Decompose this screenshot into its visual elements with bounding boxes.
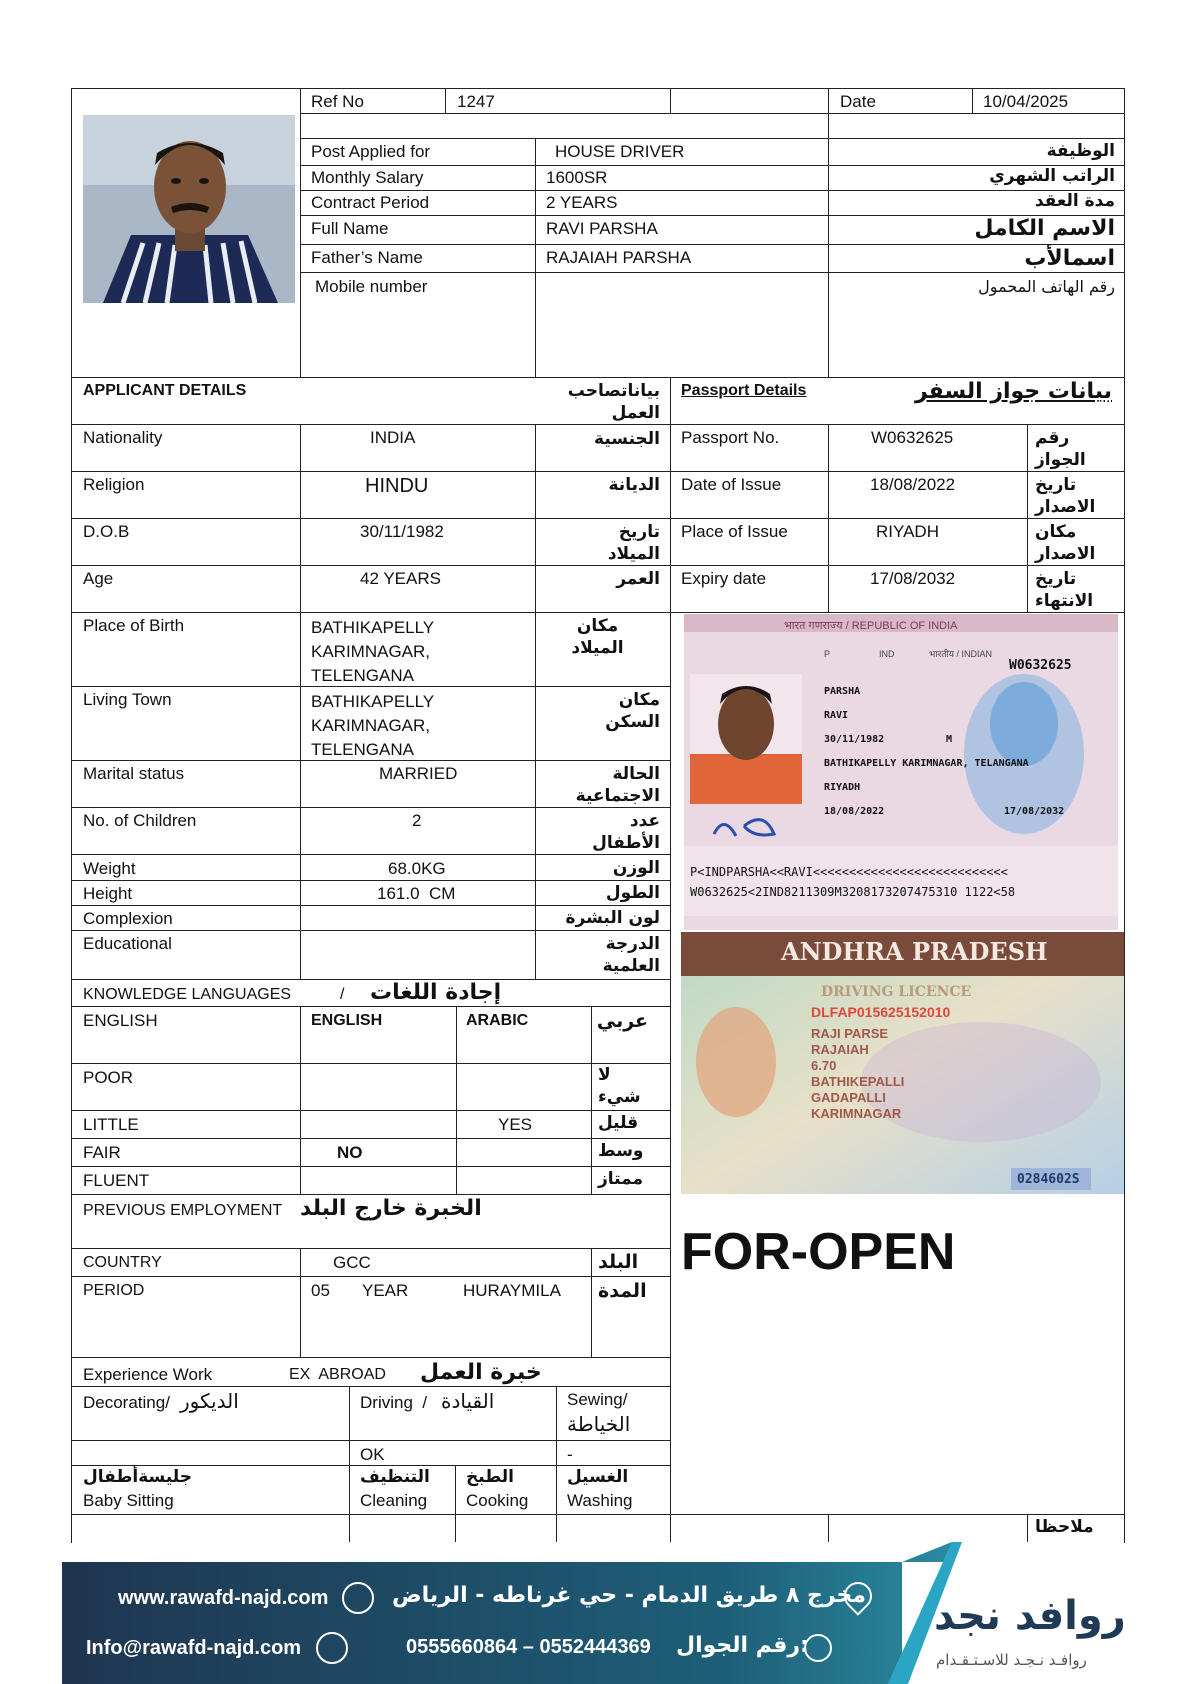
country-label: COUNTRY [83, 1254, 162, 1271]
birthplace-ar: مكان الميلاد [571, 616, 624, 658]
complexion-ar: لون البشرة [565, 908, 660, 928]
issue-place-value: RIYADH [876, 522, 939, 541]
birthplace-value: BATHIKAPELLY KARIMNAGAR, TELENGANA [311, 618, 434, 685]
passport-scan-type: P [824, 649, 831, 659]
employment-heading-ar: الخبرة خارج البلد [300, 1196, 482, 1221]
baby-sitting-label: Baby Sitting [83, 1491, 174, 1510]
license-l3: 6.70 [811, 1058, 837, 1073]
cooking-label: Cooking [466, 1491, 529, 1510]
license-title: ANDHRA PRADESH [781, 937, 1048, 966]
email-icon [316, 1632, 348, 1664]
job-label: Post Applied for [311, 142, 431, 161]
age-ar: العمر [616, 569, 660, 589]
children-label: No. of Children [83, 811, 197, 830]
issue-place-ar: مكان الاصدار [1035, 522, 1096, 564]
brand-logo: روافد نجد [934, 1593, 1126, 1639]
weight-label: Weight [83, 859, 136, 878]
ref-value: 1247 [457, 92, 495, 111]
license-l4: BATHIKEPALLI [811, 1074, 905, 1089]
period-place: HURAYMILA [463, 1281, 561, 1300]
footer-address: مخرج ٨ طريق الدمام - حي غرناطه - الرياض [392, 1583, 867, 1608]
expiry-label: Expiry date [681, 569, 767, 588]
issue-date-value: 18/08/2022 [870, 475, 956, 494]
lang-col-english: ENGLISH [311, 1012, 383, 1029]
cleaning-ar: التنظيف [360, 1467, 430, 1487]
cleaning-label: Cleaning [360, 1491, 428, 1510]
license-sub: DRIVING LICENCE [821, 984, 972, 1000]
father-value: RAJAIAH PARSHA [546, 248, 692, 267]
salary-value: 1600SR [546, 168, 608, 187]
children-ar: عدد الأطفال [592, 811, 660, 853]
expiry-value: 17/08/2032 [870, 569, 956, 588]
period-ar: المدة [598, 1280, 647, 1302]
father-label: Father’s Name [311, 248, 423, 267]
driving-ar: القيادة [441, 1391, 495, 1413]
license-name2: RAJAIAH [811, 1042, 869, 1057]
passport-scan-mrz2: W0632625<2IND8211309M3208173207475310 1122<58 [690, 885, 1016, 899]
education-ar: الدرجة العلمية [602, 934, 660, 976]
languages-heading-ar: إجادة اللغات [370, 980, 502, 1005]
experience-heading-mid: EX ABROAD [289, 1366, 386, 1383]
marital-value: MARRIED [379, 764, 458, 783]
contract-value: 2 YEARS [546, 193, 618, 212]
license-l5: GADAPALLI [811, 1090, 886, 1105]
period-num: 05 [311, 1281, 330, 1300]
company-footer [62, 1542, 1191, 1684]
passport-scan-surname: PARSHA [824, 686, 861, 697]
date-label: Date [840, 92, 876, 111]
passport-no-ar: رقم الجواز [1035, 428, 1086, 470]
passport-scan-sex: M [946, 734, 953, 745]
lang-fluent-label: FLUENT [83, 1171, 150, 1190]
mobile-label: Mobile number [315, 277, 428, 296]
weight-ar: الوزن [612, 858, 660, 878]
passport-scan-given: RAVI [824, 710, 849, 721]
passport-no-label: Passport No. [681, 428, 780, 447]
children-value: 2 [412, 811, 422, 830]
lang-little-arabic: YES [498, 1115, 533, 1134]
dob-value: 30/11/1982 [360, 522, 444, 541]
dob-ar: تاريخ الميلاد [607, 522, 660, 564]
experience-heading: Experience Work [83, 1365, 213, 1384]
marital-ar: الحالة الاجتماعية [575, 764, 660, 806]
country-ar: البلد [598, 1251, 639, 1273]
nationality-label: Nationality [83, 428, 163, 447]
washing-label: Washing [567, 1491, 633, 1510]
father-ar: اسمالأب [1024, 246, 1115, 271]
education-label: Educational [83, 934, 172, 953]
lang-fair-ar: وسط [598, 1141, 644, 1161]
salary-ar: الراتب الشهري [989, 166, 1115, 186]
passport-scan-place-issue: RIYADH [824, 782, 861, 793]
passport-no-value: W0632625 [871, 428, 954, 447]
age-value: 42 YEARS [360, 569, 441, 588]
passport-scan-mrz1: P<INDPARSHA<<RAVI<<<<<<<<<<<<<<<<<<<<<<<<<<< [690, 865, 1008, 879]
driving-license-scan [681, 932, 1124, 1194]
license-number: DLFAP015625152010 [811, 1004, 951, 1020]
languages-slash: / [340, 986, 345, 1003]
sewing-ar: الخياطة [567, 1414, 631, 1436]
contract-label: Contract Period [311, 193, 430, 212]
lang-poor-label: POOR [83, 1068, 134, 1087]
notes-ar: ملاحظا [1035, 1517, 1094, 1537]
passport-scan-top: भारत गणराज्य / REPUBLIC OF INDIA [784, 620, 958, 632]
date-value: 10/04/2025 [983, 92, 1069, 111]
brand-subtitle: روافـد نـجـد للاسـتـقـدام [936, 1651, 1087, 1669]
employment-heading: PREVIOUS EMPLOYMENT [83, 1202, 283, 1219]
footer-phone-label: :رقم الجوال [676, 1633, 809, 1658]
livingtown-label: Living Town [83, 690, 172, 709]
lang-col-arabic: ARABIC [466, 1012, 529, 1029]
religion-label: Religion [83, 475, 145, 494]
ref-label: Ref No [311, 92, 364, 111]
footer-phones: 0555660864 – 0552444369 [406, 1636, 651, 1658]
passport-scan-number: W0632625 [1009, 658, 1072, 673]
applicant-photo [83, 115, 295, 303]
languages-heading: KNOWLEDGE LANGUAGES [83, 986, 292, 1003]
religion-value: HINDU [365, 475, 429, 497]
height-label: Height [83, 884, 133, 903]
job-ar: الوظيفة [1046, 141, 1115, 161]
salary-label: Monthly Salary [311, 168, 424, 187]
issue-place-label: Place of Issue [681, 522, 788, 541]
lang-little-label: LITTLE [83, 1115, 139, 1134]
period-label: PERIOD [83, 1282, 145, 1299]
license-l6: KARIMNAGAR [811, 1106, 902, 1121]
complexion-label: Complexion [83, 909, 173, 928]
mobile-ar: رقم الهاتف المحمول [978, 277, 1115, 296]
driving-value: OK [360, 1445, 385, 1464]
applicant-heading-ar: بياناتصاحب العمل [567, 381, 660, 423]
globe-icon [342, 1582, 374, 1614]
baby-sitting-ar: جليسةأطفال [83, 1467, 192, 1487]
lang-col-ar: عربي [596, 1010, 648, 1032]
issue-date-ar: تاريخ الاصدار [1035, 475, 1096, 517]
passport-scan [684, 614, 1118, 930]
passport-scan-dob: 30/11/1982 [824, 734, 885, 745]
age-label: Age [83, 569, 114, 588]
footer-email[interactable]: Info@rawafd-najd.com [86, 1637, 302, 1659]
passport-scan-issue: 18/08/2022 [824, 806, 885, 817]
weight-value: 68.0KG [388, 859, 446, 878]
birthplace-label: Place of Birth [83, 616, 185, 635]
passport-scan-code: IND [879, 649, 895, 659]
for-open-label: FOR-OPEN [681, 1223, 956, 1281]
lang-fluent-ar: ممتاز [598, 1169, 644, 1189]
driving-label: Driving / [360, 1393, 428, 1412]
license-code: 0284602S [1017, 1172, 1080, 1187]
job-value: HOUSE DRIVER [555, 142, 685, 161]
footer-website[interactable]: www.rawafd-najd.com [118, 1587, 329, 1609]
sewing-label: Sewing/ [567, 1390, 628, 1409]
fullname-label: Full Name [311, 219, 389, 238]
nationality-value: INDIA [370, 428, 416, 447]
passport-heading: Passport Details [681, 382, 807, 399]
contract-ar: مدة العقد [1034, 191, 1115, 211]
experience-heading-ar: خبرة العمل [420, 1360, 542, 1385]
license-name1: RAJI PARSE [811, 1026, 889, 1041]
washing-ar: الغسيل [567, 1467, 629, 1487]
fullname-value: RAVI PARSHA [546, 219, 658, 238]
livingtown-value: BATHIKAPELLY KARIMNAGAR, TELENGANA [311, 692, 434, 759]
marital-label: Marital status [83, 764, 185, 783]
passport-heading-ar: بيانات جواز السفر [914, 379, 1112, 404]
religion-ar: الديانة [608, 475, 660, 495]
fullname-ar: الاسم الكامل [974, 216, 1115, 241]
lang-poor-ar: لا شيء [598, 1065, 641, 1107]
country-value: GCC [333, 1253, 371, 1272]
lang-col-label: ENGLISH [83, 1011, 158, 1030]
expiry-ar: تاريخ الانتهاء [1035, 569, 1094, 611]
lang-little-ar: قليل [598, 1113, 639, 1133]
period-unit: YEAR [362, 1281, 409, 1300]
passport-scan-place-birth: BATHIKAPELLY KARIMNAGAR, TELANGANA [824, 758, 1029, 769]
lang-fair-label: FAIR [83, 1143, 121, 1162]
livingtown-ar: مكان السكن [605, 690, 660, 732]
passport-scan-expiry: 17/08/2032 [1004, 806, 1065, 817]
nationality-ar: الجنسية [594, 429, 660, 449]
dob-label: D.O.B [83, 522, 130, 541]
passport-scan-nationality: भारतीय / INDIAN [929, 649, 993, 659]
decorating-ar: الديكور [180, 1391, 239, 1413]
decorating-label: Decorating/ [83, 1393, 170, 1412]
applicant-heading: APPLICANT DETAILS [83, 382, 247, 399]
issue-date-label: Date of Issue [681, 475, 782, 494]
sewing-value: - [567, 1445, 573, 1464]
lang-fair-english: NO [337, 1143, 363, 1162]
height-value: 161.0 CM [377, 884, 456, 903]
height-ar: الطول [605, 883, 660, 903]
cooking-ar: الطبخ [466, 1467, 514, 1487]
